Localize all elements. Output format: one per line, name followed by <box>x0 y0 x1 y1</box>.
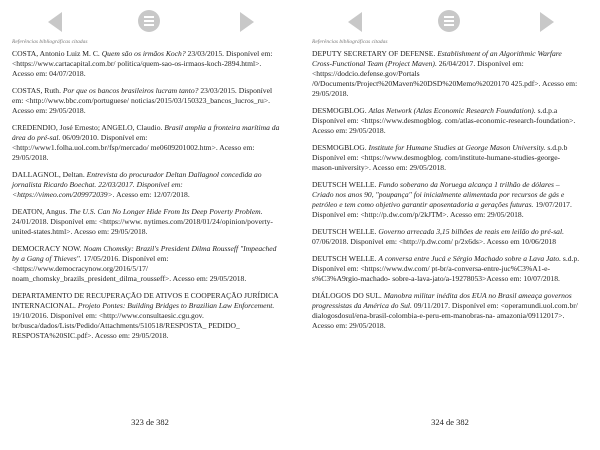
entry-details: 19/10/2016. Disponível em: <http://www.consultaesic.cgu.gov. br/busca/dados/Lists/Pedido/Attachments/510518/RESPOSTA_ PEDIDO_ RESPOSTA%20SIC.pdf>. Acesso em: 29/05/2018. <box>12 311 240 340</box>
entry-authors: DESMOGBLOG. <box>312 106 369 115</box>
page-number: 323 de 382 <box>131 417 169 427</box>
entry-details: s.d.p.b Disponível em: <https://www.desmogblog. com/institute-humane-studies-george-mason-university>. Acesso em: 29/05/2018. <box>312 143 568 172</box>
running-head: Referências bibliográficas citadas <box>12 39 88 45</box>
next-page-icon[interactable] <box>540 12 554 32</box>
entry-details: s.d.p. Disponível em: <https://www.dw.com/ pt-br/a-conversa-entre-juc%C3%A1-e-s%C3%A9rgio-machado- sobre-a-lava-jato/a-19278053>Acesso em: 10/07/2018. <box>312 254 580 283</box>
entry-title: Projeto Pontes: Building Bridges to Brazilian Law Enforcement. <box>77 301 275 310</box>
entry-details: Acesso em: 12/07/2018. <box>114 190 190 199</box>
previous-page-icon[interactable] <box>348 12 362 32</box>
entry-title: Establishment of an Algorithmic Warfare Cross-Functional Team (Project Maven). <box>312 49 562 68</box>
bibliography-entry <box>12 291 284 341</box>
bibliography-entry <box>312 106 582 136</box>
entry-details: 07/06/2018. Disponível em: <http://p.dw.com/ p/2x6ds>. Acesso em 10/06/2018 <box>312 237 557 246</box>
entry-title: Por que os bancos brasileiros lucram tanto? <box>62 86 199 95</box>
entry-details: 06/09/2010. Disponível em: <http://www1.folha.uol.com.br/fsp/mercado/ me0609201002.htm>. Acesso em: 29/05/2018. <box>12 133 255 162</box>
next-page-icon[interactable] <box>240 12 254 32</box>
entry-details: 26/04/2017. Disponível em: <https://dodcio.defense.gov/Portals /0/Documents/Project%20Maven%20DSD%20Memo%2020170 425.pdf>. Acesso em: 29/05/2018. <box>312 59 578 98</box>
entry-authors: DEPUTY SECRETARY OF DEFENSE. <box>312 49 438 58</box>
entry-authors: CREDENDIO, José Ernesto; ANGELO, Claudio. <box>12 123 165 132</box>
entry-authors: DIÁLOGOS DO SUL. <box>312 291 384 300</box>
entry-title: Institute for Humane Studies at George Mason University. <box>368 143 546 152</box>
entry-title: Fundo soberano da Noruega alcança 1 trilhão de dólares – Criado nos anos 90, "poupança" foi inicialmente alimentada por recursos de gás e petróleo e tem como objetivo garantir aposentadoria a gerações futuras. <box>312 180 565 209</box>
entry-authors: DEUTSCH WELLE. <box>312 227 379 236</box>
bibliography-entry <box>12 207 284 237</box>
right-toolbar <box>300 10 600 34</box>
entry-details: 23/03/2015. Disponível em: <https://www.cartacapital.com.br/ politica/quem-sao-os-irmaos-koch-2894.html>. Acesso em: 04/07/2018. <box>12 49 273 78</box>
entry-authors: DESMOGBLOG. <box>312 143 369 152</box>
bibliography-entry <box>12 123 284 163</box>
menu-icon[interactable] <box>438 10 460 32</box>
entry-details: 09/11/2017. Disponível em: <operamundi.uol.com.br/ dialogosdosul/ena-brasil-colombia-e-peru-em-manobras-na- amazonia/09112017>. Acesso em: 29/05/2018. <box>312 301 578 330</box>
entry-title: Quem são os irmãos Koch? <box>101 49 186 58</box>
entry-authors: COSTA, Antonio Luiz M. C. <box>12 49 102 58</box>
bibliography-list <box>12 49 284 348</box>
entry-authors: DEUTSCH WELLE. <box>312 180 379 189</box>
entry-details: s.d.p.a Disponível em: <https://www.desmogblog. com/atlas-economic-research-foundation>. Acesso em: 29/05/2018. <box>312 106 576 135</box>
entry-authors: COSTAS, Ruth. <box>12 86 63 95</box>
entry-title: Entrevista do procurador Deltan Dallagnol concedida ao jornalista Ricardo Boechat. 22/03/2017. Disponível em: <https://vimeo.com/209972039>. <box>12 170 262 199</box>
bibliography-entry <box>12 170 284 200</box>
entry-authors: DEUTSCH WELLE. <box>312 254 379 263</box>
running-head: Referências bibliográficas citadas <box>312 39 388 45</box>
entry-authors: DEPARTAMENTO DE RECUPERAÇÃO DE ATIVOS E COOPERAÇÃO JURÍDICA INTERNACIONAL. <box>12 291 279 310</box>
bibliography-entry <box>312 180 582 220</box>
left-toolbar <box>0 10 300 34</box>
entry-details: 19/07/2017. Disponível em: <http://p.dw.com/p/2kJTM>. Acesso em: 29/05/2018. <box>312 200 572 219</box>
entry-title: The U.S. Can No Longer Hide From Its Deep Poverty Problem. <box>69 207 263 216</box>
entry-authors: DALLAGNOL, Deltan. <box>12 170 87 179</box>
entry-title: Governo arrecada 3,15 bilhões de reais em leilão do pré-sal. <box>378 227 564 236</box>
right-page <box>300 0 600 450</box>
bibliography-entry <box>12 49 284 79</box>
bibliography-entry <box>12 244 284 284</box>
entry-details: 24/01/2018. Disponível em: <https://www. nytimes.com/2018/01/24/opinion/poverty-united-states.html>. Acesso em: 29/05/2018. <box>12 217 273 236</box>
entry-details: 17/05/2016. Disponível em: <https://www.democracynow.org/2016/5/17/ noam_chomsky_brazils_president_dilma_rousseff>. Acesso em: 29/05/2018. <box>12 254 247 283</box>
bibliography-entry <box>312 254 582 284</box>
entry-authors: DEATON, Angus. <box>12 207 70 216</box>
page-number: 324 de 382 <box>431 417 469 427</box>
entry-details: 23/03/2015. Disponível em: <http://www.bbc.com/portuguese/ noticias/2015/03/150323_bancos_lucros_ru>. Acesso em: 29/05/2018. <box>12 86 273 115</box>
entry-title: Manobra militar inédita dos EUA no Brasil ameaça governos progressistas da América do Sul. <box>312 291 572 310</box>
entry-title: Brasil amplia a fronteira marítima da área do pré-sal. <box>12 123 280 142</box>
entry-authors: DEMOCRACY NOW. <box>12 244 84 253</box>
menu-icon[interactable] <box>138 10 160 32</box>
bibliography-list <box>312 49 582 338</box>
previous-page-icon[interactable] <box>48 12 62 32</box>
bibliography-entry <box>312 143 582 173</box>
entry-title: Noam Chomsky: Brazil's President Dilma Rousseff "Impeached by a Gang of Thieves". <box>12 244 277 263</box>
entry-title: A conversa entre Jucá e Sérgio Machado sobre a Lava Jato. <box>378 254 562 263</box>
entry-title: Atlas Network (Atlas Economic Research Foundation). <box>368 106 536 115</box>
bibliography-entry <box>312 291 582 331</box>
bibliography-entry <box>312 49 582 99</box>
bibliography-entry <box>12 86 284 116</box>
bibliography-entry <box>312 227 582 247</box>
